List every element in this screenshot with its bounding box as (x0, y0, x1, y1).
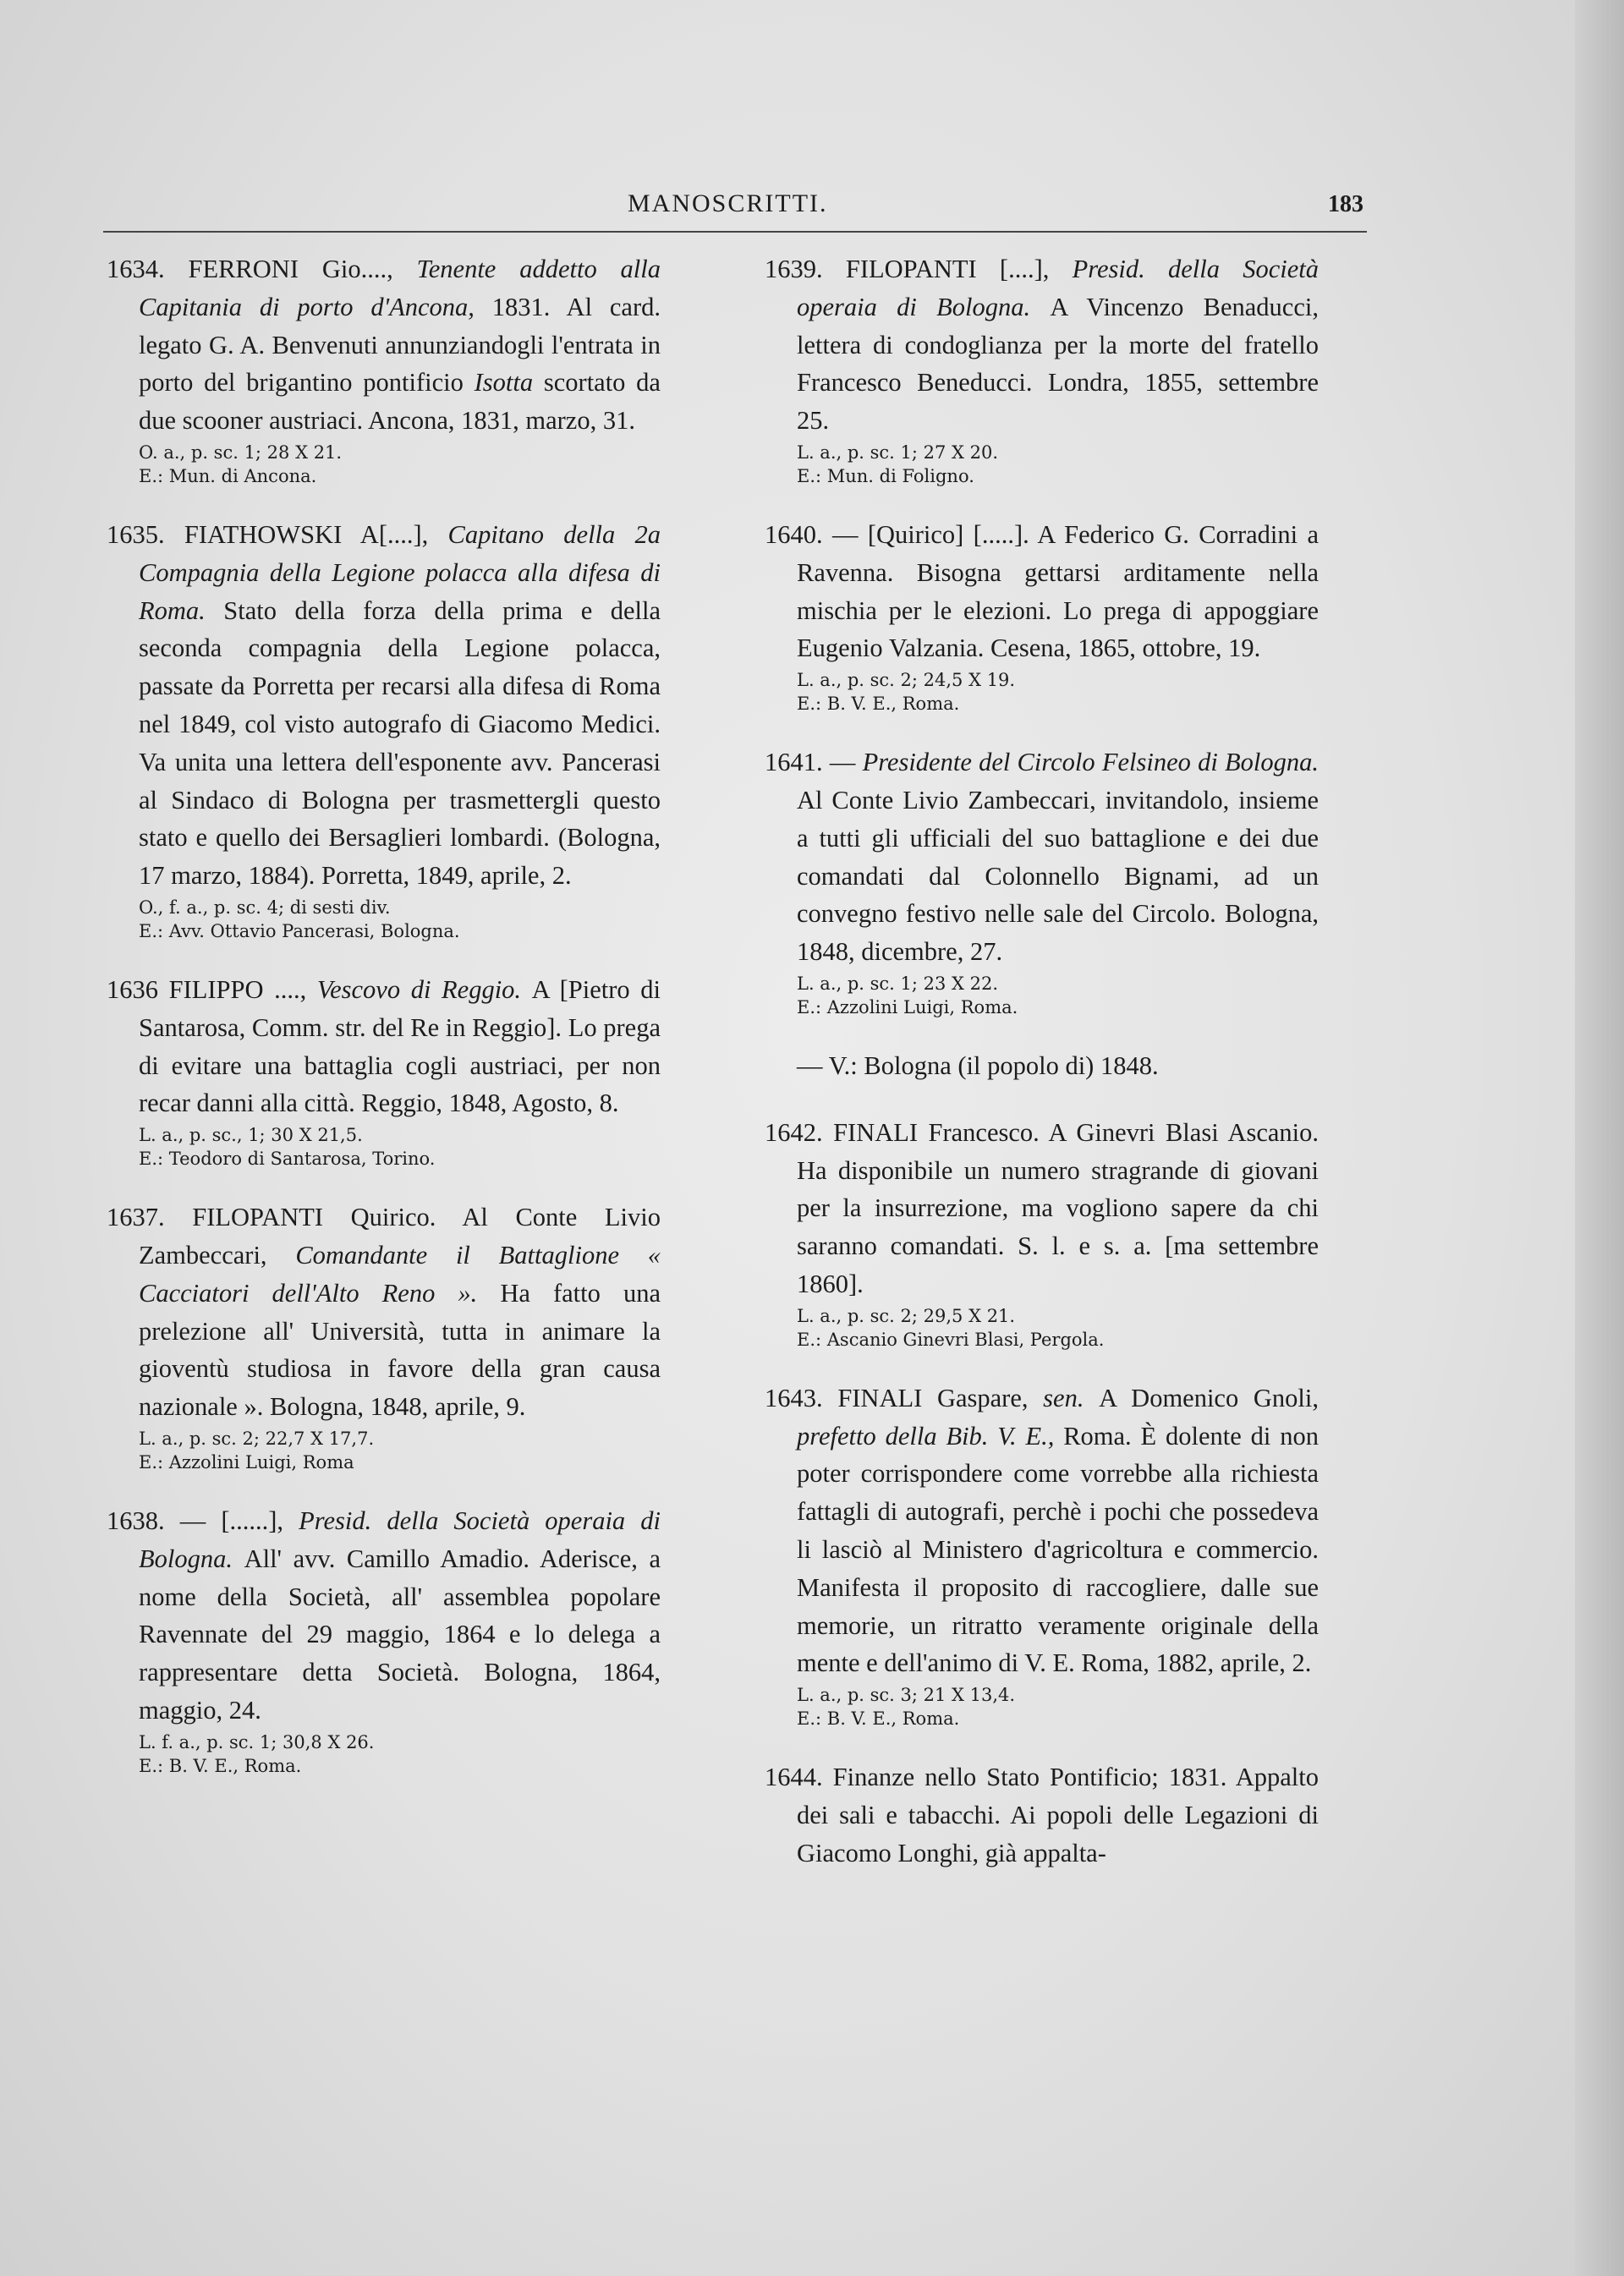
entry-italic-text: Presid. della Società operaia di Bologna. (139, 1505, 661, 1573)
entry-number: 1635. (107, 519, 184, 549)
entry-number: 1638. (107, 1505, 180, 1535)
entry-body-text: FINALI Gaspare, (837, 1383, 1044, 1412)
entry-number: 1642. (765, 1117, 834, 1147)
catalog-entry (765, 1114, 1319, 1351)
entry-text (107, 250, 661, 440)
entry-italic-text: prefetto della Bib. V. E., (797, 1421, 1064, 1451)
entry-body-text: A Domenico Gnoli, (1099, 1383, 1319, 1412)
catalog-entry (107, 516, 661, 942)
entry-body-text: FINALI Francesco. A Ginevri Blasi Ascanio. Ha disponibile un numero stragrande di giovani per la insurrezione, ma vogliono sapere da chi saranno comandati. S. l. e s. a. [ma settembre 1860]. (797, 1117, 1320, 1298)
entry-meta-line: O., f. a., p. sc. 4; di sesti div. (139, 897, 391, 918)
entry-body-text: Finanze nello Stato Pontificio; 1831. Appalto dei sali e tabacchi. Ai popoli delle Legazioni di Giacomo Longhi, già appalta- (797, 1763, 1319, 1867)
catalog-entry (107, 1502, 661, 1777)
entry-meta-line: L. a., p. sc. 1; 27 X 20. (797, 441, 999, 463)
entry-text (765, 250, 1319, 440)
entry-meta-line: E.: Mun. di Foligno. (797, 465, 974, 486)
catalog-entry (765, 1758, 1319, 1872)
entry-number: 1641. (765, 748, 830, 777)
entry-text (107, 1198, 661, 1426)
header-rule (103, 231, 1367, 233)
entry-text (765, 743, 1319, 971)
entry-meta-line: E.: Avv. Ottavio Pancerasi, Bologna. (139, 920, 460, 941)
entry-meta-line: E.: B. V. E., Roma. (797, 694, 960, 715)
entry-body-text: A [Pietro di Santarosa, Comm. str. del Re in Reggio]. Lo prega di evitare una battaglia cogli austriaci, per non recar danni alla città. Reggio, 1848, Agosto, 8. (139, 974, 661, 1118)
catalog-entry (765, 250, 1319, 487)
entry-number: 1644. (765, 1763, 833, 1792)
entry-italic-text: Isotta (474, 368, 544, 398)
entry-body-text: Stato della forza della prima e della seconda compagnia della Legione polacca, passate da Porretta per recarsi alla difesa di Roma nel 1849, col visto autografo di Giacomo Medici. Va unita una lettera dell'esponente avv. Pancerasi al Sindaco di Bologna per trasmettergli questo stato e quello dei Bersaglieri lombardi. (Bologna, 17 marzo, 1884). Porretta, 1849, aprile, 2. (139, 595, 661, 891)
entry-italic-text: Tenente addetto alla Capitania di porto d'Ancona, (139, 255, 661, 321)
entry-body-text: 1831. Al card. legato G. A. Benvenuti annunziandogli l'entrata in porto del brigantino pontificio (139, 292, 661, 398)
entry-meta-line: L. a., p. sc. 2; 29,5 X 21. (797, 1305, 1016, 1326)
entry-italic-text: Presidente del Circolo Felsineo di Bologna. (862, 748, 1319, 777)
entry-italic-text: Capitano della 2a Compagnia della Legione polacca alla difesa di Roma. (139, 519, 661, 625)
entry-number: 1634. (107, 255, 189, 283)
entry-meta-line: L. a., p. sc., 1; 30 X 21,5. (139, 1125, 363, 1146)
entry-meta-line: E.: Azzolini Luigi, Roma (139, 1451, 354, 1473)
entry-body-text: Ha fatto una prelezione all' Università, tutta in animare la gioventù studiosa in favore della gran causa nazionale ». Bologna, 1848, aprile, 9. (139, 1278, 661, 1422)
entry-body-text: Al Conte Livio Zambeccari, invitandolo, insieme a tutti gli ufficiali del suo battaglione e dei due comandati dal Colonnello Bignami, ad un convegno festivo nelle sale del Circolo. Bologna, 1848, dicembre, 27. (797, 785, 1319, 967)
entry-body-text: FILOPANTI [....], (845, 255, 1073, 283)
entry-text (107, 971, 661, 1122)
entry-number: 1643. (765, 1383, 838, 1412)
entry-italic-text: Presid. della Società operaia di Bologna. (797, 255, 1320, 321)
entry-number: 1636 (107, 974, 169, 1004)
entry-body-text: scortato da due scooner austriaci. Ancona, 1831, marzo, 31. (139, 368, 661, 436)
running-head: MANOSCRITTI. (628, 189, 828, 217)
entry-number: 1640. (765, 519, 832, 549)
left-column (107, 250, 661, 1806)
entry-body-text: All' avv. Camillo Amadio. Aderisce, a nome della Società, all' assemblea popolare Ravennate del 29 maggio, 1864 e lo delega a rappresentare detta Società. Bologna, 1864, maggio, 24. (139, 1544, 661, 1725)
entry-meta-line: L. f. a., p. sc. 1; 30,8 X 26. (139, 1731, 375, 1752)
entry-text (107, 1502, 661, 1730)
page-number: 183 (1328, 191, 1363, 217)
entry-body-text: Roma. È dolente di non poter corrispondere come vorrebbe alla richiesta fattagli di autografi, perchè i pochi che possedeva li lasciò al Ministero d'agricoltura e commercio. Manifesta il proposito di raccogliere, dalle sue memorie, un ritratto veramente originale della mente e dell'animo di V. E. Roma, 1882, aprile, 2. (797, 1421, 1319, 1678)
entry-meta-line: E.: B. V. E., Roma. (139, 1755, 302, 1776)
page-edge-shadow (1575, 0, 1624, 2276)
catalog-entry (765, 516, 1319, 715)
entry-meta-line: E.: Ascanio Ginevri Blasi, Pergola. (797, 1329, 1105, 1350)
entry-meta-line: L. a., p. sc. 2; 22,7 X 17,7. (139, 1428, 375, 1449)
catalog-entry (765, 743, 1319, 1018)
entry-text (765, 1114, 1319, 1303)
entry-italic-text: sen. (1043, 1383, 1100, 1412)
catalog-entry (765, 1379, 1319, 1730)
entry-meta-line: L. a., p. sc. 2; 24,5 X 19. (797, 670, 1016, 691)
entry-body-text: — [Quirico] [.....]. A Federico G. Corradini a Ravenna. Bisogna gettarsi arditamente nella mischia per le elezioni. Lo prega di appoggiare Eugenio Valzania. Cesena, 1865, ottobre, 19. (797, 519, 1319, 663)
entry-meta-line: E.: Teodoro di Santarosa, Torino. (139, 1149, 436, 1170)
entry-meta-line: E.: Mun. di Ancona. (139, 465, 317, 486)
entry-meta-line: E.: Azzolini Luigi, Roma. (797, 996, 1018, 1017)
entry-body-text: FILOPANTI Quirico. Al Conte Livio Zambeccari, (139, 1203, 661, 1270)
entry-number: 1637. (107, 1203, 193, 1232)
entry-meta-line: O. a., p. sc. 1; 28 X 21. (139, 441, 343, 463)
entry-number: 1639. (765, 255, 846, 283)
entry-body-text: FILIPPO ...., (168, 974, 317, 1004)
entry-body-text: FIATHOWSKI A[....], (184, 519, 448, 549)
entry-text (765, 1758, 1319, 1872)
entry-text (765, 1379, 1319, 1682)
entry-body-text: — [......], (179, 1505, 299, 1535)
right-column (765, 250, 1319, 1901)
entry-meta-line: L. a., p. sc. 1; 23 X 22. (797, 973, 999, 994)
entry-text (765, 516, 1319, 667)
catalog-entry (107, 250, 661, 487)
entry-text (107, 516, 661, 895)
catalog-entry (107, 1198, 661, 1473)
entry-italic-text: Comandante il Battaglione « Cacciatori dell'Alto Reno ». (139, 1240, 661, 1308)
catalog-entry (107, 971, 661, 1170)
entry-meta-line: E.: B. V. E., Roma. (797, 1708, 960, 1730)
entry-italic-text: Vescovo di Reggio. (316, 974, 532, 1004)
entry-body-text: A Vincenzo Benaducci, lettera di condoglianza per la morte del fratello Francesco Beneducci. Londra, 1855, settembre 25. (797, 292, 1319, 436)
entry-body-text: FERRONI Gio...., (188, 255, 417, 283)
entry-meta-line: L. a., p. sc. 3; 21 X 13,4. (797, 1685, 1016, 1706)
entry-body-text: — (829, 748, 863, 777)
cross-reference: — V.: Bologna (il popolo di) 1848. (797, 1050, 1159, 1080)
